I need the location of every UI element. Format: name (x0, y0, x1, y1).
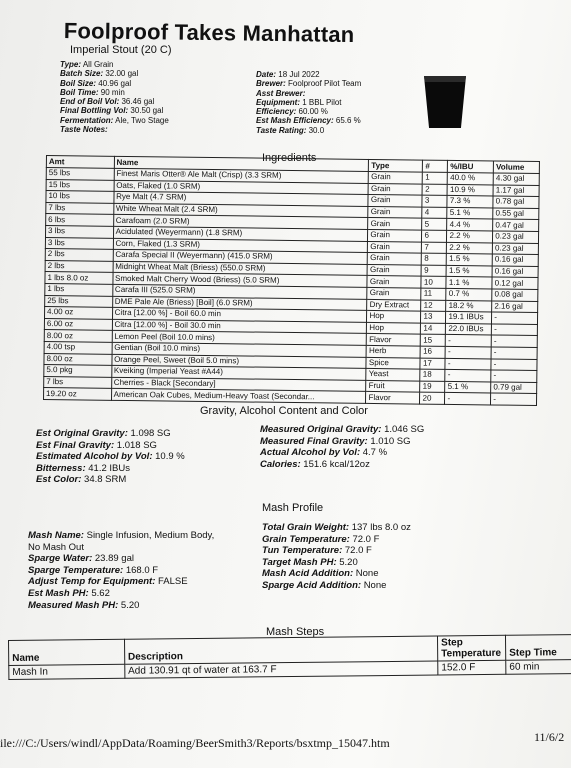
table-cell: 0.23 gal (493, 243, 539, 255)
table-cell: 60 min (506, 660, 571, 675)
info-row (256, 89, 361, 98)
table-cell: 0.7 % (446, 288, 492, 300)
info-label: Measured Final Gravity: (260, 435, 368, 447)
column-header: # (423, 160, 448, 172)
info-row (36, 474, 185, 486)
table-cell: 0.16 gal (492, 254, 538, 266)
table-cell: 0.55 gal (493, 208, 539, 220)
info-row (256, 70, 361, 79)
table-cell: 10.9 % (447, 184, 493, 196)
table-cell: 4.00 tsp (44, 341, 112, 353)
table-cell: Flavor (367, 334, 421, 346)
recipe-title: Foolproof Takes Manhattan (63, 18, 355, 48)
info-value: 41.2 IBUs (88, 462, 130, 474)
info-row (28, 588, 214, 600)
table-cell: - (491, 393, 537, 405)
table-cell: Oats, Flaked (1.0 SRM) (114, 180, 369, 195)
info-row (260, 424, 424, 436)
table-cell: DME Pale Ale (Briess) [Boil] (6.0 SRM) (112, 296, 367, 311)
info-value: 151.6 kcal/12oz (303, 458, 370, 470)
table-cell: 3 lbs (45, 225, 113, 237)
table-cell: 7 lbs (44, 376, 112, 388)
table-cell: 0.08 gal (492, 289, 538, 301)
mash-left-column (28, 530, 214, 611)
table-cell: 17 (420, 358, 445, 370)
table-cell: 1.5 % (446, 265, 492, 277)
info-label: Boil Time: (60, 87, 99, 97)
info-value: 4.7 % (362, 447, 388, 459)
table-cell: - (492, 312, 538, 324)
table-cell: Smoked Malt Cherry Wood (Briess) (5.0 SRM) (113, 273, 368, 288)
info-value: 36.46 gal (121, 97, 155, 107)
table-cell: Grain (368, 241, 422, 253)
footer-file-path: ile:///C:/Users/windl/AppData/Roaming/BeerSmith3/Reports/bsxtmp_15047.htm (0, 736, 390, 750)
info-label: Target Mash PH: (262, 556, 337, 568)
info-row (260, 436, 424, 448)
table-cell: Lemon Peel (Boil 10.0 mins) (112, 331, 367, 346)
info-label: Mash Acid Addition: (262, 568, 354, 580)
info-label: Brewer: (256, 79, 286, 89)
table-cell: 0.79 gal (491, 382, 537, 394)
info-label: Measured Original Gravity: (260, 424, 382, 435)
table-cell: Grain (367, 287, 421, 299)
table-cell: Add 130.91 qt of water at 163.7 F (125, 661, 438, 678)
table-cell: 15 lbs (46, 179, 114, 191)
gravity-title: Gravity, Alcohol Content and Color (200, 405, 368, 417)
table-cell: 2.2 % (447, 242, 493, 254)
table-cell: 25 lbs (45, 295, 113, 307)
info-label: Measured Mash PH: (28, 599, 119, 611)
table-cell: 6 lbs (46, 214, 114, 226)
table-cell: 4.30 gal (493, 173, 539, 185)
info-row (36, 451, 185, 463)
table-cell: 4 (422, 207, 447, 219)
table-cell: - (445, 358, 491, 370)
mash-steps-title: Mash Steps (266, 626, 325, 638)
table-cell: Flavor (366, 392, 420, 404)
info-label: Fermentation: (60, 115, 114, 125)
info-value: 60.00 % (298, 107, 328, 117)
info-value: 40.96 gal (98, 78, 132, 88)
table-cell: 11 (421, 288, 446, 300)
info-row (60, 97, 169, 106)
table-cell: Acidulated (Weyermann) (1.8 SRM) (113, 226, 368, 241)
table-cell: 12 (421, 300, 446, 312)
info-value: 90 min (100, 87, 125, 97)
table-cell: Grain (368, 253, 422, 265)
table-cell: 0.16 gal (492, 266, 538, 278)
table-cell: 1 lbs 8.0 oz (45, 272, 113, 284)
column-header: Name (9, 639, 125, 665)
table-cell: Grain (368, 183, 422, 195)
ingredients-table (43, 155, 540, 406)
info-value: 1.010 SG (370, 435, 411, 447)
column-header: Type (369, 159, 423, 172)
table-cell: 8.00 oz (44, 330, 112, 342)
table-cell: Grain (369, 171, 423, 183)
info-row (36, 428, 185, 440)
info-label: Calories: (260, 458, 301, 470)
info-value: None (363, 579, 387, 591)
table-cell: 8.00 oz (44, 353, 112, 365)
info-row (60, 69, 169, 78)
table-cell: 3 (422, 195, 447, 207)
table-cell: Grain (368, 218, 422, 230)
info-label: Asst Brewer: (256, 88, 306, 98)
table-cell: - (491, 358, 537, 370)
info-row (28, 530, 214, 542)
table-cell: 8 (422, 253, 447, 265)
info-row (262, 522, 411, 534)
info-label: Mash Name: (28, 530, 84, 541)
info-label: Bitterness: (36, 462, 86, 474)
info-row (28, 565, 214, 577)
info-row (36, 440, 185, 452)
table-cell: 2 lbs (45, 260, 113, 272)
table-cell: 9 (422, 265, 447, 277)
table-cell: 20 (420, 392, 445, 404)
column-header: Step Temperature (438, 635, 506, 661)
footer-date: 11/6/2 (534, 730, 565, 744)
table-cell: Carafoam (2.0 SRM) (113, 215, 368, 230)
info-label: Est Mash Efficiency: (256, 116, 334, 126)
info-row (262, 545, 411, 557)
table-cell: 0.23 gal (493, 231, 539, 243)
table-cell: 7.3 % (447, 196, 493, 208)
table-cell: Hop (367, 322, 421, 334)
info-label: Tun Temperature: (262, 545, 343, 557)
info-value: 32.00 gal (105, 69, 139, 79)
info-value: 168.0 F (125, 564, 159, 576)
table-cell: Dry Extract (367, 299, 421, 311)
info-label: Est Final Gravity: (36, 439, 115, 451)
info-row (60, 116, 169, 125)
table-cell: - (491, 370, 537, 382)
table-cell: 2 (423, 184, 448, 196)
info-value: Ale, Two Stage (115, 115, 169, 125)
table-cell: 2.2 % (447, 230, 493, 242)
info-row (262, 568, 411, 580)
table-cell: 7 lbs (46, 202, 114, 214)
table-cell: Rye Malt (4.7 SRM) (114, 192, 369, 207)
recipe-style: Imperial Stout (20 C) (70, 44, 172, 56)
info-value: 1.046 SG (384, 424, 425, 435)
info-row (36, 463, 185, 475)
table-cell: 0.78 gal (493, 196, 539, 208)
table-cell: Carafa Special II (Weyermann) (415.0 SRM) (113, 249, 368, 264)
info-value: 23.89 gal (94, 553, 134, 565)
info-label: Est Color: (36, 474, 82, 486)
info-row (256, 98, 361, 107)
info-row (260, 447, 424, 459)
table-cell: Grain (367, 264, 421, 276)
table-cell: Herb (366, 345, 420, 357)
table-cell: - (446, 335, 492, 347)
info-row (260, 459, 424, 471)
table-cell: 4.00 oz (45, 307, 113, 319)
table-cell: 1.5 % (447, 254, 493, 266)
info-row (256, 116, 361, 125)
table-cell: 10 (421, 276, 446, 288)
table-cell: 0.12 gal (492, 277, 538, 289)
table-cell: Citra [12.00 %] - Boil 60.0 min (112, 307, 367, 322)
table-cell: Hop (367, 311, 421, 323)
info-label: Grain Temperature: (262, 533, 350, 545)
info-value: 65.6 % (335, 116, 361, 126)
column-header: Step Time (506, 635, 571, 661)
table-cell: Grain (368, 229, 422, 241)
table-cell: 5 (422, 218, 447, 230)
info-label: Est Mash PH: (28, 587, 89, 599)
table-cell: - (445, 369, 491, 381)
table-cell: Spice (366, 357, 420, 369)
table-cell: 6 (422, 230, 447, 242)
table-cell: White Wheat Malt (2.4 SRM) (113, 203, 368, 218)
column-header: Description (124, 636, 438, 664)
table-cell: - (491, 347, 537, 359)
mash-right-column (262, 522, 411, 592)
table-cell: Cherries - Black [Secondary] (111, 377, 366, 392)
info-label: Actual Alcohol by Vol: (260, 447, 361, 459)
table-cell: 18.2 % (446, 300, 492, 312)
table-cell: Grain (367, 276, 421, 288)
table-cell: 15 (421, 334, 446, 346)
table-cell: Kveiking (Imperial Yeast #A44) (111, 365, 366, 380)
mash-profile-title: Mash Profile (262, 502, 324, 514)
info-row (28, 600, 214, 612)
table-cell: 19.20 oz (44, 388, 112, 400)
info-label: Efficiency: (256, 107, 297, 117)
table-cell: 16 (421, 346, 446, 358)
info-value: 30.50 gal (130, 106, 164, 116)
table-cell: 1 lbs (45, 283, 113, 295)
table-cell: 4.4 % (447, 219, 493, 231)
table-cell: 5.0 pkg (44, 365, 112, 377)
table-cell: 3 lbs (45, 237, 113, 249)
info-value: 34.8 SRM (84, 474, 127, 486)
table-cell: 5.1 % (445, 381, 491, 393)
info-label: Taste Rating: (256, 125, 307, 135)
table-cell: 55 lbs (46, 168, 114, 180)
info-value: Single Infusion, Medium Body, (86, 530, 215, 541)
info-row (28, 542, 214, 554)
beer-glass-rim (424, 76, 466, 82)
table-cell: - (445, 393, 491, 405)
info-value: 18 Jul 2022 (278, 70, 320, 79)
info-row (28, 553, 214, 565)
info-label: Sparge Temperature: (28, 564, 124, 576)
info-value: 1.018 SG (116, 439, 157, 451)
table-cell: - (492, 324, 538, 336)
table-cell: Citra [12.00 %] - Boil 30.0 min (112, 319, 367, 334)
info-label: Total Grain Weight: (262, 522, 350, 533)
column-header: %/IBU (448, 160, 494, 173)
info-value: 1.098 SG (130, 428, 171, 439)
info-value: 137 lbs 8.0 oz (351, 522, 411, 533)
info-value: 5.20 (339, 556, 358, 568)
info-value: 10.9 % (155, 451, 185, 463)
table-cell: 1.17 gal (493, 185, 539, 197)
info-row (262, 534, 411, 546)
table-cell: 6.00 oz (44, 318, 112, 330)
info-row (262, 557, 411, 569)
info-value: No Mash Out (28, 541, 84, 553)
info-label: Adjust Temp for Equipment: (28, 576, 156, 588)
table-cell: Orange Peel, Sweet (Boil 5.0 mins) (112, 354, 367, 369)
info-label: End of Boil Vol: (60, 97, 120, 107)
recipe-info-left (60, 60, 169, 134)
info-row (256, 107, 361, 116)
table-cell: 1 (423, 172, 448, 184)
info-row (60, 125, 169, 134)
table-cell: American Oak Cubes, Medium-Heavy Toast (Secondar... (111, 389, 366, 404)
info-row (256, 126, 361, 135)
info-value: 72.0 F (352, 533, 380, 545)
info-label: Sparge Acid Addition: (262, 579, 362, 591)
table-cell: - (491, 335, 537, 347)
recipe-info-right (256, 70, 361, 135)
beer-glass-icon (424, 76, 466, 128)
table-cell: Finest Maris Otter® Ale Malt (Crisp) (3.3 SRM) (114, 168, 369, 183)
info-value: 5.62 (91, 587, 110, 599)
table-cell: 5.1 % (447, 207, 493, 219)
table-cell: 40.0 % (448, 172, 494, 184)
info-row (262, 580, 411, 592)
info-label: Taste Notes: (60, 125, 108, 135)
info-label: Estimated Alcohol by Vol: (36, 451, 153, 463)
gravity-right-column (260, 424, 424, 470)
info-row (60, 79, 169, 88)
info-label: Type: (60, 60, 82, 69)
info-label: Boil Size: (60, 78, 97, 88)
info-label: Equipment: (256, 97, 300, 107)
column-header: Amt (46, 156, 114, 169)
table-cell: 13 (421, 311, 446, 323)
table-cell: 19.1 IBUs (446, 312, 492, 324)
info-value: None (355, 568, 379, 580)
table-cell: 22.0 IBUs (446, 323, 492, 335)
info-label: Final Bottling Vol: (60, 106, 129, 116)
info-label: Sparge Water: (28, 553, 93, 565)
ingredients-title: Ingredients (262, 152, 317, 164)
info-row (60, 88, 169, 97)
info-label: Batch Size: (60, 69, 104, 79)
table-cell: Corn, Flaked (1.3 SRM) (113, 238, 368, 253)
table-cell: Fruit (366, 380, 420, 392)
table-cell: 18 (420, 369, 445, 381)
info-value: 72.0 F (344, 545, 372, 557)
table-cell: Mash In (9, 664, 125, 679)
info-label: Est Original Gravity: (36, 428, 128, 439)
gravity-left-column (36, 428, 185, 486)
table-cell: Carafa III (525.0 SRM) (112, 284, 367, 299)
table-cell: 2 lbs (45, 249, 113, 261)
table-cell: 10 lbs (46, 191, 114, 203)
table-cell: 7 (422, 242, 447, 254)
table-cell: 14 (421, 323, 446, 335)
column-header: Name (114, 156, 369, 171)
info-value: 30.0 (308, 125, 325, 135)
table-cell: 19 (420, 381, 445, 393)
table-cell: 152.0 F (438, 660, 506, 675)
info-row (60, 60, 169, 69)
table-cell: Grain (368, 206, 422, 218)
table-cell: Grain (368, 195, 422, 207)
info-row (60, 106, 169, 115)
info-value: 5.20 (120, 599, 140, 611)
table-cell: 2.16 gal (492, 300, 538, 312)
table-cell: Midnight Wheat Malt (Briess) (550.0 SRM) (113, 261, 368, 276)
table-cell: Gentian (Boil 10.0 mins) (112, 342, 367, 357)
table-cell: Yeast (366, 369, 420, 381)
info-row (28, 576, 214, 588)
mash-steps-table (8, 634, 571, 680)
table-cell: - (445, 346, 491, 358)
info-value: Foolproof Pilot Team (288, 79, 362, 89)
info-value: All Grain (82, 60, 114, 69)
info-row (256, 79, 361, 88)
column-header: Volume (494, 161, 540, 174)
table-cell: 1.1 % (446, 277, 492, 289)
table-cell: 0.47 gal (493, 219, 539, 231)
info-value: 1 BBL Pilot (302, 97, 342, 107)
info-label: Date: (256, 70, 277, 79)
info-value: FALSE (158, 576, 188, 588)
